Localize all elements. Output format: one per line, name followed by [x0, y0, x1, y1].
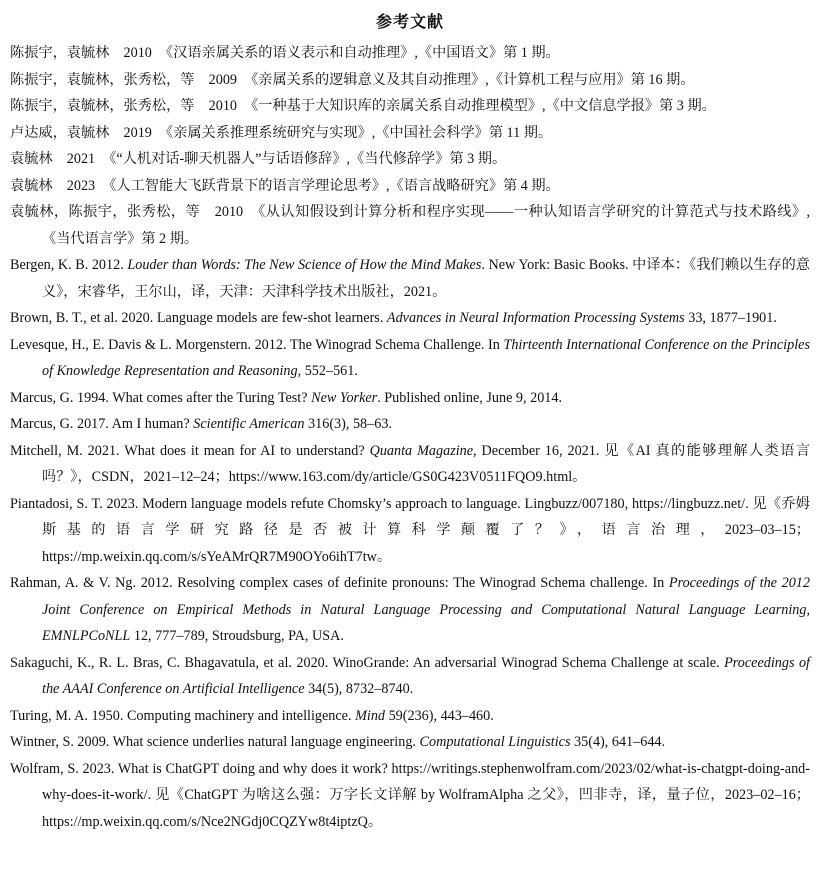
reference-text: Bergen, K. B. 2012.	[10, 257, 128, 273]
reference-text: Sakaguchi, K., R. L. Bras, C. Bhagavatula, et al. 2020. WinoGrande: An adversarial Winograd Schema Challenge at scale.	[10, 654, 725, 671]
reference-italic-title: Advances in Neural Information Processing Systems	[386, 310, 685, 326]
reference-entry	[10, 120, 810, 147]
reference-text: , 552–561.	[297, 363, 358, 379]
reference-text: Wolfram, S. 2023. What is ChatGPT doing and why does it work? https://writings.stephenwolfram.com/2023/02/what-is-chatgpt-doing-and-why-does-it-work/. 见《ChatGPT 为啥这么强：万字长文详解 by WolframAlpha 之父》，凹非寺，译，量子位，2023–02–16；https://mp.weixin.qq.com/s/Nce2NGdj0CQZYw8t4iptzQ。	[10, 760, 810, 830]
reference-entry	[10, 756, 810, 836]
reference-text: 卢达威，袁毓林 2019 《亲属关系推理系统研究与实现》,《中国社会科学》第 11 期。	[10, 124, 553, 141]
reference-text: Mitchell, M. 2021. What does it mean for AI to understand?	[10, 442, 370, 459]
reference-text: 陈振宇，袁毓林，张秀松，等 2009 《亲属关系的逻辑意义及其自动推理》,《计算机工程与应用》第 16 期。	[10, 71, 695, 88]
reference-text: 35(4), 641–644.	[570, 734, 666, 750]
reference-text: 34(5), 8732–8740.	[304, 681, 414, 697]
reference-text: Turing, M. A. 1950. Computing machinery and intelligence.	[10, 707, 356, 724]
reference-italic-title: Proceedings of the 2012 Joint Conference on Empirical Methods in Natural Language Processing and Computational Natural Language Learning, EMNLPCoNLL	[42, 575, 810, 644]
reference-italic-title: Louder than Words: The New Science of How the Mind Makes	[127, 257, 482, 273]
reference-entry	[10, 729, 810, 756]
reference-text: 陈振宇，袁毓林 2010 《汉语亲属关系的语义表示和自动推理》,《中国语文》第 1 期。	[10, 45, 560, 61]
reference-list	[10, 40, 810, 835]
reference-entry	[10, 411, 810, 438]
reference-text: Marcus, G. 1994. What comes after the Turing Test?	[10, 389, 312, 406]
reference-text: Rahman, A. & V. Ng. 2012. Resolving complex cases of definite pronouns: The Winograd Schema challenge. In	[10, 575, 669, 591]
reference-text: Brown, B. T., et al. 2020. Language models are few-shot learners.	[10, 310, 387, 326]
reference-text: . New York: Basic Books. 中译本：《我们赖以生存的意义》，宋睿华，王尔山，译，天津：天津科学技术出版社，2021。	[42, 257, 810, 300]
reference-text: Piantadosi, S. T. 2023. Modern language models refute Chomsky’s approach to language. Lingbuzz/007180, https://lingbuzz.net/. 见《乔姆斯基的语言学研究路径是否被计算科学颠覆了？》，语言治理，2023–03–15；https://mp.weixin.qq.com/s/sYeAMrQR7M90OYo6ihT7tw。	[10, 495, 810, 565]
reference-text: 316(3), 58–63.	[304, 416, 392, 432]
reference-entry	[10, 67, 810, 94]
reference-text: 陈振宇，袁毓林，张秀松，等 2010 《一种基于大知识库的亲属关系自动推理模型》,《中文信息学报》第 3 期。	[10, 98, 716, 114]
reference-text: Levesque, H., E. Davis & L. Morgenstern. 2012. The Winograd Schema Challenge. In	[10, 336, 504, 353]
reference-entry	[10, 93, 810, 120]
reference-text: Wintner, S. 2009. What science underlies natural language engineering.	[10, 734, 420, 750]
reference-text: 袁毓林 2021 《“人机对话-聊天机器人”与话语修辞》,《当代修辞学》第 3 期。	[10, 151, 507, 167]
reference-entry	[10, 332, 810, 385]
reference-entry	[10, 252, 810, 305]
reference-entry	[10, 703, 810, 730]
reference-entry	[10, 173, 810, 200]
reference-entry	[10, 491, 810, 571]
references-heading: 参考文献	[375, 14, 444, 31]
reference-entry	[10, 40, 810, 67]
reference-italic-title: Mind	[355, 707, 386, 724]
reference-text: 袁毓林，陈振宇，张秀松，等 2010 《从认知假设到计算分析和程序实现——一种认知语言学研究的计算范式与技术路线》,《当代语言学》第 2 期。	[10, 204, 810, 247]
reference-text: Marcus, G. 2017. Am I human?	[10, 416, 194, 432]
reference-entry	[10, 385, 810, 412]
reference-entry	[10, 146, 810, 173]
reference-italic-title: New Yorker	[311, 389, 378, 406]
reference-entry	[10, 199, 810, 252]
reference-text: 12, 777–789, Stroudsburg, PA, USA.	[130, 628, 344, 644]
reference-italic-title: Computational Linguistics	[419, 734, 571, 750]
reference-entry	[10, 570, 810, 650]
reference-italic-title: Thirteenth International Conference on the Principles of Knowledge Representation and Reasoning	[42, 336, 810, 379]
reference-italic-title: Proceedings of the AAAI Conference on Artificial Intelligence	[42, 654, 810, 697]
reference-entry	[10, 650, 810, 703]
reference-text: . Published online, June 9, 2014.	[377, 389, 563, 406]
reference-text: , December 16, 2021. 见《AI 真的能够理解人类语言吗？》，CSDN，2021–12–24；https://www.163.com/dy/article/GS0G423V0511FQO9.html。	[42, 442, 810, 485]
reference-text: 33, 1877–1901.	[684, 310, 777, 326]
reference-entry	[10, 305, 810, 332]
reference-text: 袁毓林 2023 《人工智能大飞跃背景下的语言学理论思考》,《语言战略研究》第 4 期。	[10, 177, 560, 194]
reference-entry	[10, 438, 810, 491]
reference-italic-title: Scientific American	[193, 416, 305, 432]
reference-italic-title: Quanta Magazine	[369, 442, 474, 459]
reference-text: 59(236), 443–460.	[385, 707, 494, 724]
